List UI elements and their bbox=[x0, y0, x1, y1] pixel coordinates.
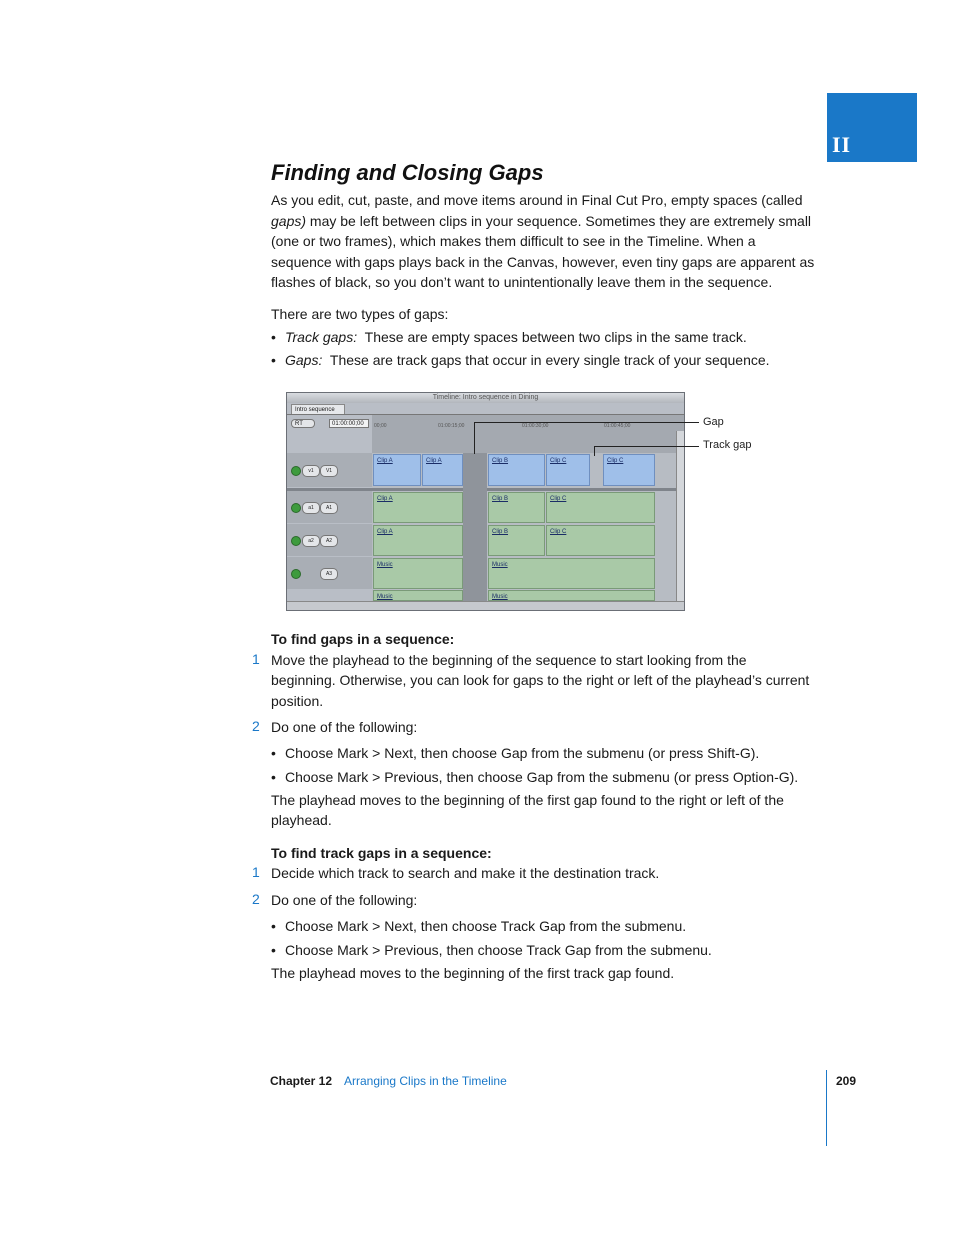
track-header-a3 bbox=[287, 557, 372, 589]
type-item-gaps: • Gaps: These are track gaps that occur in every single track of your sequence. bbox=[271, 352, 770, 368]
video-clip[interactable]: Clip C bbox=[603, 454, 655, 486]
callout-gap: Gap bbox=[703, 416, 724, 428]
page-number: 209 bbox=[836, 1074, 857, 1088]
footer-chapter: Chapter 12 bbox=[270, 1074, 333, 1088]
source-pill-v1[interactable]: v1 bbox=[302, 465, 320, 477]
audio-clip[interactable]: Clip B bbox=[488, 492, 545, 523]
callout-track-gap: Track gap bbox=[703, 439, 752, 451]
music-clip[interactable]: Music bbox=[373, 590, 463, 601]
track-header-a1 bbox=[287, 491, 372, 523]
option-text: Choose Mark > Previous, then choose Track Gap from the submenu. bbox=[285, 942, 712, 958]
timeline-window-title: Timeline: Intro sequence in Dining bbox=[287, 393, 684, 403]
track-visibility-icon[interactable] bbox=[291, 466, 301, 476]
option-text: Choose Mark > Next, then choose Gap from the submenu (or press Shift-G). bbox=[285, 745, 760, 761]
result-text: The playhead moves to the beginning of the first gap found to the right or left of the playhead. bbox=[271, 792, 784, 829]
option-bullet: • Choose Mark > Previous, then choose Track Gap from the submenu. bbox=[271, 942, 712, 958]
step-number: 2 bbox=[252, 718, 260, 734]
timecode-field[interactable]: 01:00:00;00 bbox=[329, 419, 369, 428]
video-clip[interactable]: Clip C bbox=[546, 454, 590, 486]
dest-pill-a1[interactable]: A1 bbox=[320, 502, 338, 514]
track-header-v1 bbox=[287, 453, 372, 487]
video-clip[interactable]: Clip A bbox=[373, 454, 421, 486]
audio-clip[interactable]: Clip A bbox=[373, 525, 463, 556]
page-heading: Finding and Closing Gaps bbox=[271, 160, 544, 185]
gap-callout-line-v bbox=[474, 422, 475, 454]
option-bullet: • Choose Mark > Previous, then choose Gap from the submenu (or press Option-G). bbox=[271, 769, 799, 785]
footer-chapter-title[interactable]: Arranging Clips in the Timeline bbox=[344, 1074, 507, 1088]
gap-all-tracks bbox=[463, 453, 487, 601]
ruler-tick: 01:00:15;00 bbox=[438, 423, 465, 429]
intro-line-4: sequence with gaps plays back in the Canvas, however, even tiny gaps are apparent as bbox=[271, 253, 815, 270]
option-text: Choose Mark > Next, then choose Track Gap from the submenu. bbox=[285, 918, 687, 934]
dest-pill-a3[interactable]: A3 bbox=[320, 568, 338, 580]
music-clip[interactable]: Music bbox=[373, 558, 463, 589]
result-text: The playhead moves to the beginning of the first track gap found. bbox=[271, 965, 675, 981]
intro-line-3: (one or two frames), which makes them difficult to see in the Timeline. When a bbox=[271, 233, 756, 249]
types-intro: There are two types of gaps: bbox=[271, 306, 449, 322]
track-header-a2 bbox=[287, 524, 372, 556]
vertical-scrollbar[interactable] bbox=[676, 431, 685, 601]
intro-line-5: flashes of black, so you don’t want to unintentionally leave them in the sequence. bbox=[271, 274, 773, 290]
step-text: Move the playhead to the beginning of the sequence to start looking from the beginning. Otherwise, you can look for gaps to the right or left of the playhead’s current position. bbox=[271, 652, 810, 709]
time-ruler[interactable] bbox=[372, 415, 684, 453]
track-gap-callout-line-v bbox=[594, 446, 595, 456]
audio-clip[interactable]: Clip A bbox=[373, 492, 463, 523]
type-item-track-gaps: • Track gaps: These are empty spaces between two clips in the same track. bbox=[271, 329, 747, 345]
timeline-figure bbox=[286, 392, 685, 611]
intro-line-1: As you edit, cut, paste, and move items around in Final Cut Pro, empty spaces (called bbox=[271, 192, 803, 208]
video-clip[interactable]: Clip B bbox=[488, 454, 545, 486]
footer-rule bbox=[826, 1070, 827, 1146]
dest-pill-a2[interactable]: A2 bbox=[320, 535, 338, 547]
section-marker-label: II bbox=[832, 132, 852, 157]
intro-paragraph bbox=[271, 190, 831, 293]
step-number: 1 bbox=[252, 651, 260, 667]
gap-callout-line-h bbox=[474, 422, 699, 423]
intro-line-2 bbox=[271, 211, 831, 232]
procedure-heading: To find track gaps in a sequence: bbox=[271, 845, 492, 861]
type-term: Track gaps: bbox=[285, 329, 358, 345]
step-text: Decide which track to search and make it the destination track. bbox=[271, 865, 660, 881]
video-clip[interactable]: Clip A bbox=[422, 454, 463, 486]
horizontal-scrollbar[interactable] bbox=[287, 601, 684, 611]
type-term: Gaps: bbox=[285, 352, 323, 368]
type-text: These are track gaps that occur in every single track of your sequence. bbox=[329, 352, 770, 368]
step-number: 2 bbox=[252, 891, 260, 907]
rt-menu[interactable]: RT bbox=[291, 419, 315, 428]
gaps-term: gaps) bbox=[271, 212, 307, 229]
track-audio-icon[interactable] bbox=[291, 503, 301, 513]
ruler-tick: 00;00 bbox=[374, 423, 387, 429]
step-number: 1 bbox=[252, 864, 260, 880]
ruler-tick: 01:00:30;00 bbox=[522, 423, 549, 429]
track-audio-icon[interactable] bbox=[291, 536, 301, 546]
option-bullet: • Choose Mark > Next, then choose Gap from the submenu (or press Shift-G). bbox=[271, 745, 760, 761]
source-pill-a1[interactable]: a1 bbox=[302, 502, 320, 514]
track-gap-callout-line-h bbox=[594, 446, 699, 447]
step-text: Do one of the following: bbox=[271, 719, 418, 735]
music-clip[interactable]: Music bbox=[488, 558, 655, 589]
music-clip[interactable]: Music bbox=[488, 590, 655, 601]
option-bullet: • Choose Mark > Next, then choose Track Gap from the submenu. bbox=[271, 918, 687, 934]
audio-clip[interactable]: Clip C bbox=[546, 525, 655, 556]
dest-pill-v1[interactable]: V1 bbox=[320, 465, 338, 477]
option-text: Choose Mark > Previous, then choose Gap from the submenu (or press Option-G). bbox=[285, 769, 799, 785]
track-audio-icon[interactable] bbox=[291, 569, 301, 579]
sequence-tab[interactable]: Intro sequence bbox=[291, 404, 345, 414]
procedure-heading: To find gaps in a sequence: bbox=[271, 631, 455, 647]
audio-clip[interactable]: Clip C bbox=[546, 492, 655, 523]
section-tab-marker bbox=[827, 93, 917, 162]
audio-clip[interactable]: Clip B bbox=[488, 525, 545, 556]
intro-line-2-rest: may be left between clips in your sequence. Sometimes they are extremely small bbox=[306, 212, 812, 229]
type-text: These are empty spaces between two clips in the same track. bbox=[364, 329, 747, 345]
ruler-tick: 01:00:45;00 bbox=[604, 423, 631, 429]
step-text: Do one of the following: bbox=[271, 892, 418, 908]
source-pill-a2[interactable]: a2 bbox=[302, 535, 320, 547]
